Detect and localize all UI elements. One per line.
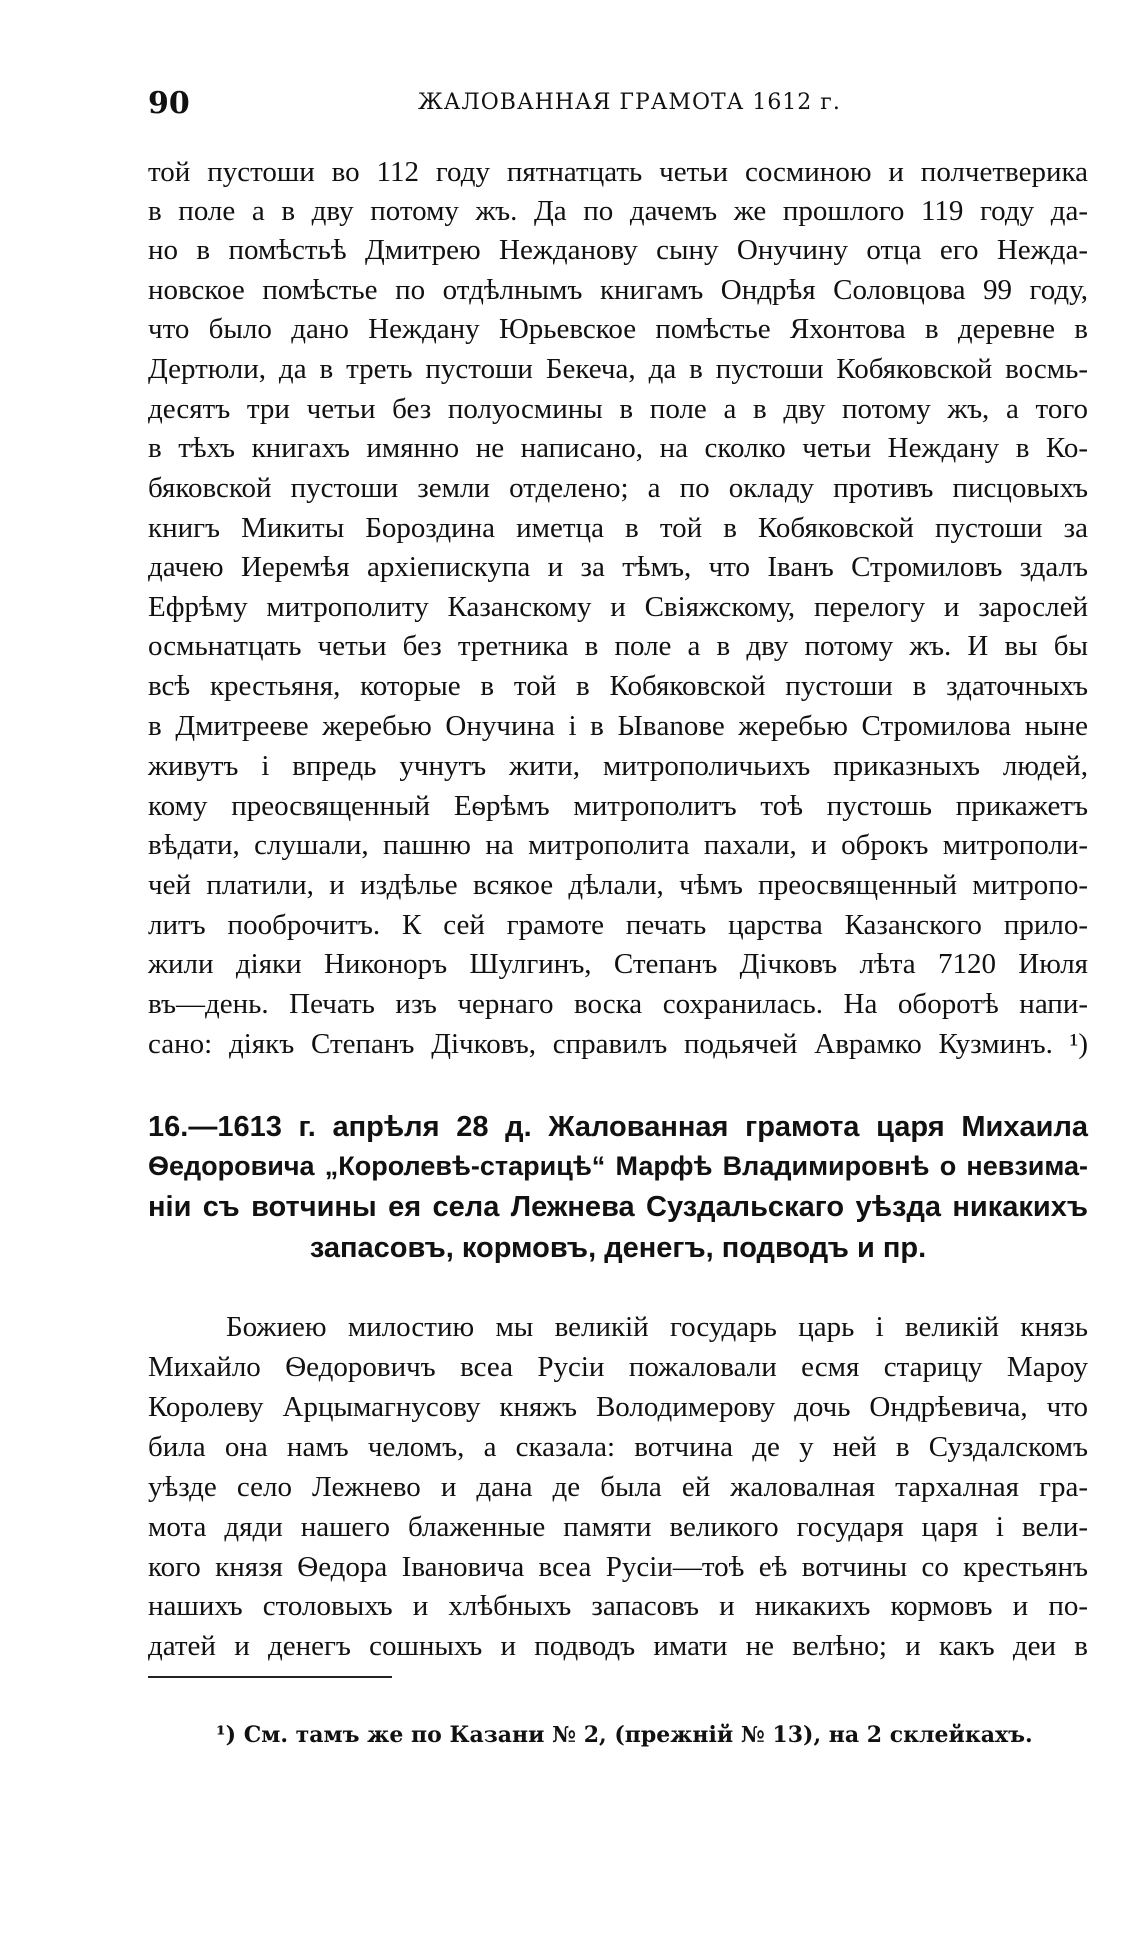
body-line: всѣ крестьяня, которые в той в Кобяковской пустоши в здаточныхъ: [148, 670, 1088, 702]
body-line: десятъ три четьи без полуосмины в поле а в дву потому жъ, а того: [148, 393, 1088, 425]
heading-line: Ѳедоровича „Королевѣ-старицѣ“ Марфѣ Владимировнѣ о невзима-: [148, 1151, 1088, 1181]
body-line: живутъ і впредь учнутъ жити, митрополичьихъ приказныхъ людей,: [148, 750, 1088, 782]
body-line: в тѣхъ книгахъ имянно не написано, на сколко четьи Неждану в Ко-: [148, 432, 1088, 464]
body-line: в Дмитрееве жеребью Онучина і в Ывanове жеребью Стромилова ныне: [148, 710, 1088, 742]
body-line: сано: діякъ Степанъ Дічковъ, справилъ подьячей Аврамко Кузминъ. ¹): [148, 1028, 1088, 1060]
body-line: жили діяки Никоноръ Шулгинъ, Степанъ Дічковъ лѣта 7120 Июля: [148, 948, 1088, 980]
body-line: въ—день. Печать изъ чернаго воска сохранилась. На оборотѣ напи-: [148, 988, 1088, 1020]
body-line: бяковской пустоши земли отделено; а по окладу противъ писцовыхъ: [148, 472, 1088, 504]
body-line: Ефрѣму митрополиту Казанскому и Свіяжскому, перелогу и зарослей: [148, 591, 1088, 623]
body-line: в поле а в дву потому жъ. Да по дачемъ же прошлого 119 году да-: [148, 195, 1088, 227]
charter-line: Королеву Арцымагнусову княжъ Володимерову дочь Ондрѣевича, что: [148, 1391, 1088, 1423]
body-line: осмьнатцать четьи без третника в поле а в дву потому жъ. И вы бы: [148, 630, 1088, 662]
body-line: но в помѣстьѣ Дмитрею Нежданову сыну Онучину отца его Нежда-: [148, 234, 1088, 266]
heading-line: 16.—1613 г. апрѣля 28 д. Жалованная грамота царя Михаила: [148, 1111, 1088, 1143]
page-number: 90: [148, 86, 190, 121]
body-line: литъ пооброчитъ. К сей грамоте печать царства Казанского прило-: [148, 909, 1088, 941]
footnote-divider: [148, 1676, 392, 1678]
charter-line: уѣзде село Лежнево и дана де была ей жаловалная тархалная гра-: [148, 1471, 1088, 1503]
body-line: той пустоши во 112 году пятнатцать четьи сосминою и полчетверика: [148, 156, 1088, 188]
charter-line: била она намъ челомъ, а сказала: вотчина де у ней в Суздалскомъ: [148, 1431, 1088, 1463]
body-line: что было дано Неждану Юрьевское помѣстье Яхонтова в деревне в: [148, 313, 1088, 345]
charter-line: кого князя Ѳедора Івановича всеа Русіи—тоѣ еѣ вотчины со крестьянъ: [148, 1551, 1088, 1583]
charter-line: нашихъ столовыхъ и хлѣбныхъ запасовъ и никакихъ кормовъ и по-: [148, 1590, 1088, 1622]
charter-line: мота дяди нашего блаженные памяти великого государя царя і вели-: [148, 1511, 1088, 1543]
heading-line: ніи съ вотчины ея села Лежнева Суздальскаго уѣзда никакихъ: [148, 1191, 1088, 1223]
body-line: Дертюли, да в треть пустоши Бекеча, да в пустоши Кобяковской восмь-: [148, 353, 1088, 385]
charter-line: датей и денегъ сошныхъ и подводъ имати не велѣно; и какъ деи в: [148, 1630, 1088, 1662]
charter-line: Михайло Ѳедоровичъ всеа Русіи пожаловали есмя старицу Мароу: [148, 1351, 1088, 1383]
heading-line: запасовъ, кормовъ, денегъ, подводъ и пр.: [309, 1232, 927, 1264]
charter-line: Божиею милостию мы великій государь царь і великій князь: [226, 1311, 1088, 1343]
body-line: книгъ Микиты Бороздина иметца в той в Кобяковской пустоши за: [148, 512, 1088, 544]
body-line: кому преосвященный Еѳрѣмъ митрополитъ тоѣ пустошь прикажетъ: [148, 790, 1088, 822]
body-line: чей платили, и издѣлье всякое дѣлали, чѣмъ преосвященный митропо-: [148, 869, 1088, 901]
body-line: вѣдати, слушали, пашню на митрополита пахали, и оброкъ митрополи-: [148, 829, 1088, 861]
footnote: ¹) См. тамъ же по Казани № 2, (прежній № 13), на 2 склейкахъ.: [216, 1722, 1033, 1748]
body-line: новское помѣстье по отдѣлнымъ книгамъ Ондрѣя Соловцова 99 году,: [148, 274, 1088, 306]
header-title: ЖАЛОВАННАЯ ГРАМОТА 1612 г.: [418, 90, 841, 115]
running-head: [148, 86, 1098, 126]
body-line: дачею Иеремѣя архіепискупа и за тѣмъ, что Іванъ Стромиловъ здалъ: [148, 551, 1088, 583]
